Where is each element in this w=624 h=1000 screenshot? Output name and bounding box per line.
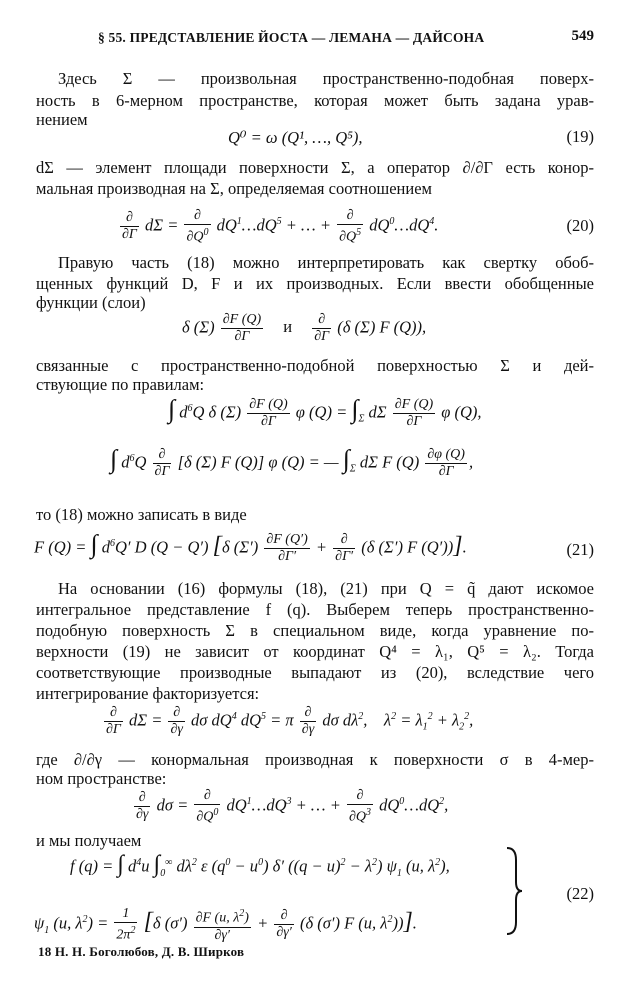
equation-20: $\frac{\partial}{\partial\Gamma}$ dΣ = $\frac{\partial}{\partial Q^0}$ $dQ^1\dots dQ^5$ + … + $\frac{\partial}{\partial Q^5}$ $dQ^0\dots dQ^4$. xyxy=(122,208,439,245)
text-line: интегральное представление f (q). Выберем теперь пространственно- xyxy=(36,600,594,619)
text-line: верхности (19) не зависит от координат Q⁴ = λ₁, Q⁵ = λ₂. Тогда xyxy=(36,642,594,661)
text-line: подобную поверхность Σ в специальном виде, когда уравнение по- xyxy=(36,621,594,640)
header-title: § 55. ПРЕДСТАВЛЕНИЕ ЙОСТА — ЛЕМАНА — ДАЙСОНА xyxy=(98,30,485,45)
text-line: нением xyxy=(36,110,88,129)
equation-layers: δ (Σ) $\frac{\partial F (Q)}{\partial\Gamma}$ и $\frac{\partial}{\partial\Gamma}$ (δ (Σ) F (Q)), xyxy=(182,312,427,344)
equation-number-21: (21) xyxy=(566,540,594,559)
text-line: Здесь Σ — произвольная пространственно-подобная поверх- xyxy=(58,69,594,88)
text-line: где ∂/∂γ — конормальная производная к поверхности σ в 4-мер- xyxy=(36,750,594,769)
text-line: щенных функций D, F и их производных. Если ввести обобщенные xyxy=(36,274,594,293)
equation-factorized: $\frac{\partial}{\partial\Gamma}$ dΣ = $\frac{\partial}{\partial\gamma}$ dσ $dQ^4$ $dQ^5 = \pi$ $\frac{\partial}{\partial\gamma}$ dσ $d\lambda^2$, $\lambda^2 = \lambda_1^2 + \lambda_2^2$, xyxy=(106,705,474,737)
text-line: На основании (16) формулы (18), (21) при Q = q̃ дают искомое xyxy=(58,579,594,598)
text-line: ствующие по правилам: xyxy=(36,375,205,394)
equation-number-19: (19) xyxy=(566,127,594,146)
text-line: и мы получаем xyxy=(36,831,142,850)
and-word: и xyxy=(283,317,293,337)
text-line: dΣ — элемент площади поверхности Σ, а оператор ∂/∂Γ есть конор- xyxy=(36,158,594,177)
equation-rule-2: ∫ $d^6Q$ $\frac{\partial}{\partial\Gamma}$ [δ (Σ) F (Q)] φ (Q) = — $\int_\Sigma$ dΣ F (Q) $\frac{\partial\varphi (Q)}{\partial\Gamma}$ , xyxy=(110,444,474,479)
text-line: соответствующие производные выпадают из (20), вследствие чего xyxy=(36,663,594,682)
equation-21: F (Q) = ∫ $d^6Q'$ D (Q − Q′) [δ (Σ′) $\frac{\partial F (Q')}{\partial\Gamma'}$ + $\frac{\partial}{\partial\Gamma'}$ (δ (Σ′) F (Q′))]. xyxy=(34,529,467,564)
text-line: функции (слои) xyxy=(36,293,146,312)
equation-22-line-1: f (q) = ∫ $d^4u$ $\int_0^\infty$ $d\lambda^2$ ε $(q^0 - u^0)$ δ′ $((q - u)^2 - \lambda^2)$ $\psi_1$ (u, $\lambda^2$), xyxy=(70,851,450,879)
equation-19: Q⁰ = ω (Q¹, …, Q⁵), xyxy=(228,128,363,147)
equation-conormal: $\frac{\partial}{\partial\gamma}$ dσ = $\frac{\partial}{\partial Q^0}$ $dQ^1\dots dQ^3$ + … + $\frac{\partial}{\partial Q^3}$ $dQ^0\dots dQ^2$, xyxy=(136,788,449,825)
text-line: ном пространстве: xyxy=(36,769,167,788)
running-header xyxy=(0,30,624,50)
equation-rule-1: ∫ $d^6Q$ δ (Σ) $\frac{\partial F (Q)}{\partial\Gamma}$ φ $(Q) = \int_\Sigma$ dΣ $\frac{\partial F (Q)}{\partial\Gamma}$ φ (Q), xyxy=(168,394,482,429)
text-line: Правую часть (18) можно интерпретировать как свертку обоб- xyxy=(58,253,594,272)
footer-signature: 18 Н. Н. Боголюбов, Д. В. Ширков xyxy=(38,944,245,959)
equation-number-22: (22) xyxy=(566,884,594,903)
equation-number-20: (20) xyxy=(566,216,594,235)
right-brace-icon xyxy=(504,846,524,936)
text-line: связанные с пространственно-подобной поверхностью Σ и дей- xyxy=(36,356,594,375)
page-number: 549 xyxy=(571,28,594,44)
text-line: то (18) можно записать в виде xyxy=(36,505,247,524)
text-line: мальная производная на Σ, определяемая соотношением xyxy=(36,179,432,198)
equation-22-line-2: $\psi_1$ (u, $\lambda^2$) = $\frac{1}{2\pi^2}$ [δ (σ′) $\frac{\partial F (u, \lambda^2)}{\partial\gamma'}$ + $\frac{\partial}{\partial\gamma'}$ (δ (σ′) F (u, $\lambda^2$))]. xyxy=(34,906,417,943)
text-line: ность в 6-мерном пространстве, которая может быть задана урав- xyxy=(36,91,594,110)
text-line: интегрирование факторизуется: xyxy=(36,684,260,703)
